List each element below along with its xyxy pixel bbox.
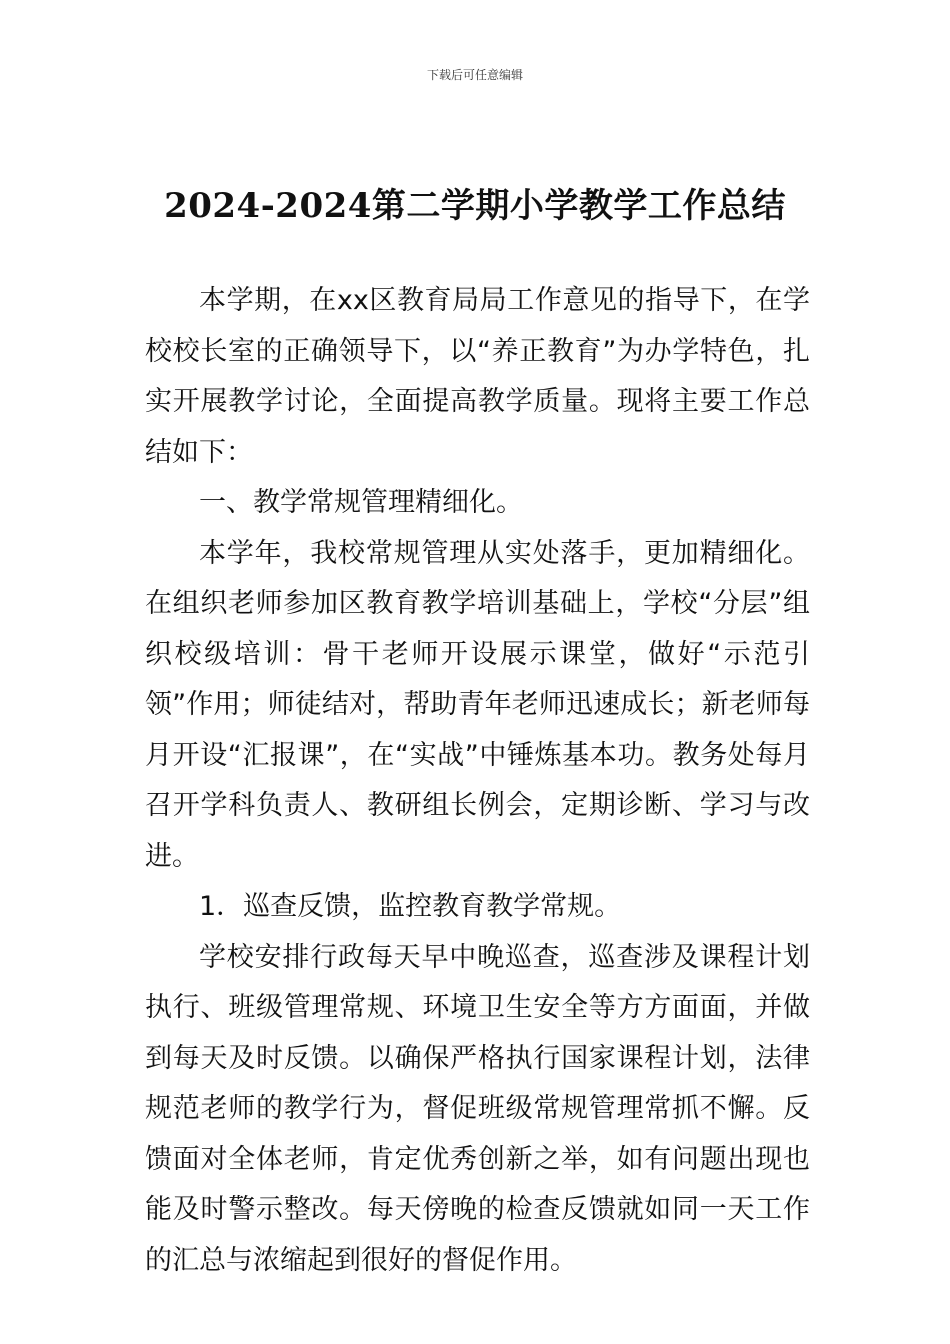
paragraph-section-1: 本学年，我校常规管理从实处落手，更加精细化。在组织老师参加区教育教学培训基础上，学校“分层”组织校级培训：骨干老师开设展示课堂，做好“示范引领”作用；师徒结对，帮助青年老师迅速成长；新老师每月开设“汇报课”，在“实战”中锤炼基本功。教务处每月召开学科负责人、教研组长例会，定期诊断、学习与改进。 <box>145 537 810 872</box>
subsection-heading-1: 1．巡查反馈，监控教育教学常规。 <box>199 891 622 922</box>
document-title: 2024-2024第二学期小学教学工作总结 <box>164 186 786 226</box>
paragraph-subsection-1: 学校安排行政每天早中晚巡查，巡查涉及课程计划执行、班级管理常规、环境卫生安全等方方面面，并做到每天及时反馈。以确保严格执行国家课程计划，法律规范老师的教学行为，督促班级常规管理常抓不懈。反馈面对全体老师，肯定优秀创新之举，如有问题出现也能及时警示整改。每天傍晚的检查反馈就如同一天工作的汇总与浓缩起到很好的督促作用。 <box>145 941 810 1276</box>
header-note: 下载后可任意编辑 <box>426 68 523 82</box>
document-body <box>145 276 810 1286</box>
section-heading-1: 一、教学常规管理精细化。 <box>199 487 523 518</box>
paragraph-intro: 本学期，在xx区教育局局工作意见的指导下，在学校校长室的正确领导下，以“养正教育”为办学特色，扎实开展教学讨论，全面提高教学质量。现将主要工作总结如下： <box>145 285 810 468</box>
